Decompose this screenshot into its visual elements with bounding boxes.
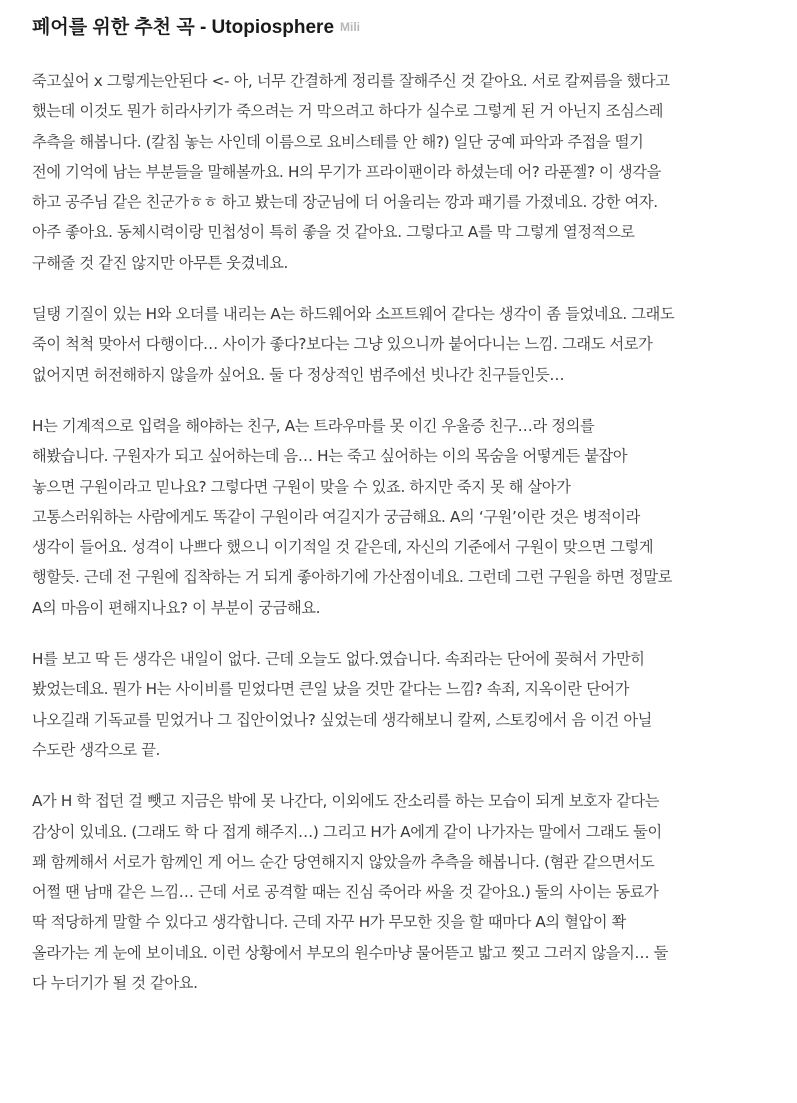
paragraph-line: 딜탱 기질이 있는 H와 오더를 내리는 A는 하드웨어와 소프트웨어 같다는 생각이 좀 들었네요. 그래도 (32, 305, 675, 324)
paragraph-line: 죽이 척척 맞아서 다행이다… 사이가 좋다?보다는 그냥 있으니까 붙어다니는 느낌. 그래도 서로가 (32, 335, 653, 354)
paragraph-line: 추측을 해봅니다. (칼침 놓는 사인데 이름으로 요비스테를 안 해?) 일단 궁예 파악과 주접을 떨기 (32, 132, 644, 151)
paragraph-line: 아주 좋아요. 동체시력이랑 민첩성이 특히 좋을 것 같아요. 그렇다고 A를 막 그렇게 열정적으로 (32, 223, 635, 242)
paragraph-line: H를 보고 딱 든 생각은 내일이 없다. 근데 오늘도 없다.였습니다. 속죄라는 단어에 꽂혀서 가만히 (32, 650, 645, 669)
paragraph-line: 올라가는 게 눈에 보이네요. 이런 상황에서 부모의 원수마냥 물어뜯고 밟고 찢고 그러지 않을지… 둘 (32, 943, 669, 962)
paragraph-line: 전에 기억에 남는 부분들을 말해볼까요. H의 무기가 프라이팬이라 하셨는데 어? 라푼젤? 이 생각을 (32, 162, 661, 181)
paragraph-line: 어쩔 땐 남매 같은 느낌… 근데 서로 공격할 때는 진심 죽어라 싸울 것 같아요.) 둘의 사이는 동료가 (32, 883, 659, 902)
paragraph-line: 감상이 있네요. (그래도 학 다 접게 해주지…) 그리고 H가 A에게 같이 나가자는 말에서 그래도 둘이 (32, 822, 662, 841)
post-title: 페어를 위한 추천 곡 - Utopiosphere (32, 16, 335, 38)
paragraph-line: 꽤 함께해서 서로가 함께인 게 어느 순간 당연해지지 않았을까 추측을 해봅니다. (혐관 같으면서도 (32, 852, 655, 871)
paragraph-line: 없어지면 허전해하지 않을까 싶어요. 둘 다 정상적인 범주에선 빗나간 친구들인듯… (32, 365, 565, 384)
post-header (32, 8, 782, 42)
post-body (32, 66, 782, 998)
paragraph-line: H는 기계적으로 입력을 해야하는 친구, A는 트라우마를 못 이긴 우울증 친구…라 정의를 (32, 416, 595, 435)
paragraph-line: 나오길래 기독교를 믿었거나 그 집안이었나? 싶었는데 생각해보니 칼찌, 스토킹에서 음 이건 아닐 (32, 710, 652, 729)
paragraph-line: A의 마음이 편해지나요? 이 부분이 궁금해요. (32, 598, 321, 617)
paragraph (32, 411, 782, 623)
paragraph (32, 66, 782, 278)
paragraph-line: 생각이 들어요. 성격이 나쁘다 했으니 이기적일 것 같은데, 자신의 기준에서 구원이 맞으면 그렇게 (32, 538, 654, 557)
paragraph-line: 고통스러워하는 사람에게도 똑같이 구원이라 여길지가 궁금해요. A의 ‘구원’이란 것은 병적이라 (32, 507, 640, 526)
paragraph-line: 봤었는데요. 뭔가 H는 사이비를 믿었다면 큰일 났을 것만 같다는 느낌? 속죄, 지옥이란 단어가 (32, 680, 630, 699)
paragraph-line: 구해줄 것 같진 않지만 아무튼 웃겼네요. (32, 253, 289, 272)
paragraph-line: 했는데 이것도 뭔가 히라사키가 죽으려는 거 막으려고 하다가 실수로 그렇게 된 거 아닌지 조심스레 (32, 102, 664, 121)
paragraph-line: 수도란 생각으로 끝. (32, 740, 161, 759)
artist-name: Mili (340, 20, 361, 34)
paragraph-line: 하고 공주님 같은 친군가ㅎㅎ 하고 봤는데 장군님에 더 어울리는 깡과 패기를 가졌네요. 강한 여자. (32, 193, 658, 212)
paragraph-line: 해봤습니다. 구원자가 되고 싶어하는데 음… H는 죽고 싶어하는 이의 목숨을 어떻게든 붙잡아 (32, 447, 628, 466)
paragraph-line: A가 H 학 접던 걸 뺏고 지금은 밖에 못 나간다, 이외에도 잔소리를 하는 모습이 되게 보호자 같다는 (32, 792, 660, 811)
paragraph (32, 644, 782, 765)
paragraph-line: 죽고싶어 x 그렇게는안된다 <- 아, 너무 간결하게 정리를 잘해주신 것 같아요. 서로 칼찌름을 했다고 (32, 72, 670, 90)
paragraph (32, 299, 782, 390)
paragraph (32, 786, 782, 998)
paragraph-line: 딱 적당하게 말할 수 있다고 생각합니다. 근데 자꾸 H가 무모한 짓을 할 때마다 A의 혈압이 쫙 (32, 913, 626, 932)
paragraph-line: 다 누더기가 될 것 같아요. (32, 974, 198, 993)
paragraph-line: 행할듯. 근데 전 구원에 집착하는 거 되게 좋아하기에 가산점이네요. 그런데 그런 구원을 하면 정말로 (32, 568, 673, 587)
paragraph-line: 놓으면 구원이라고 믿나요? 그렇다면 구원이 맞을 수 있죠. 하지만 죽지 못 해 살아가 (32, 477, 571, 496)
